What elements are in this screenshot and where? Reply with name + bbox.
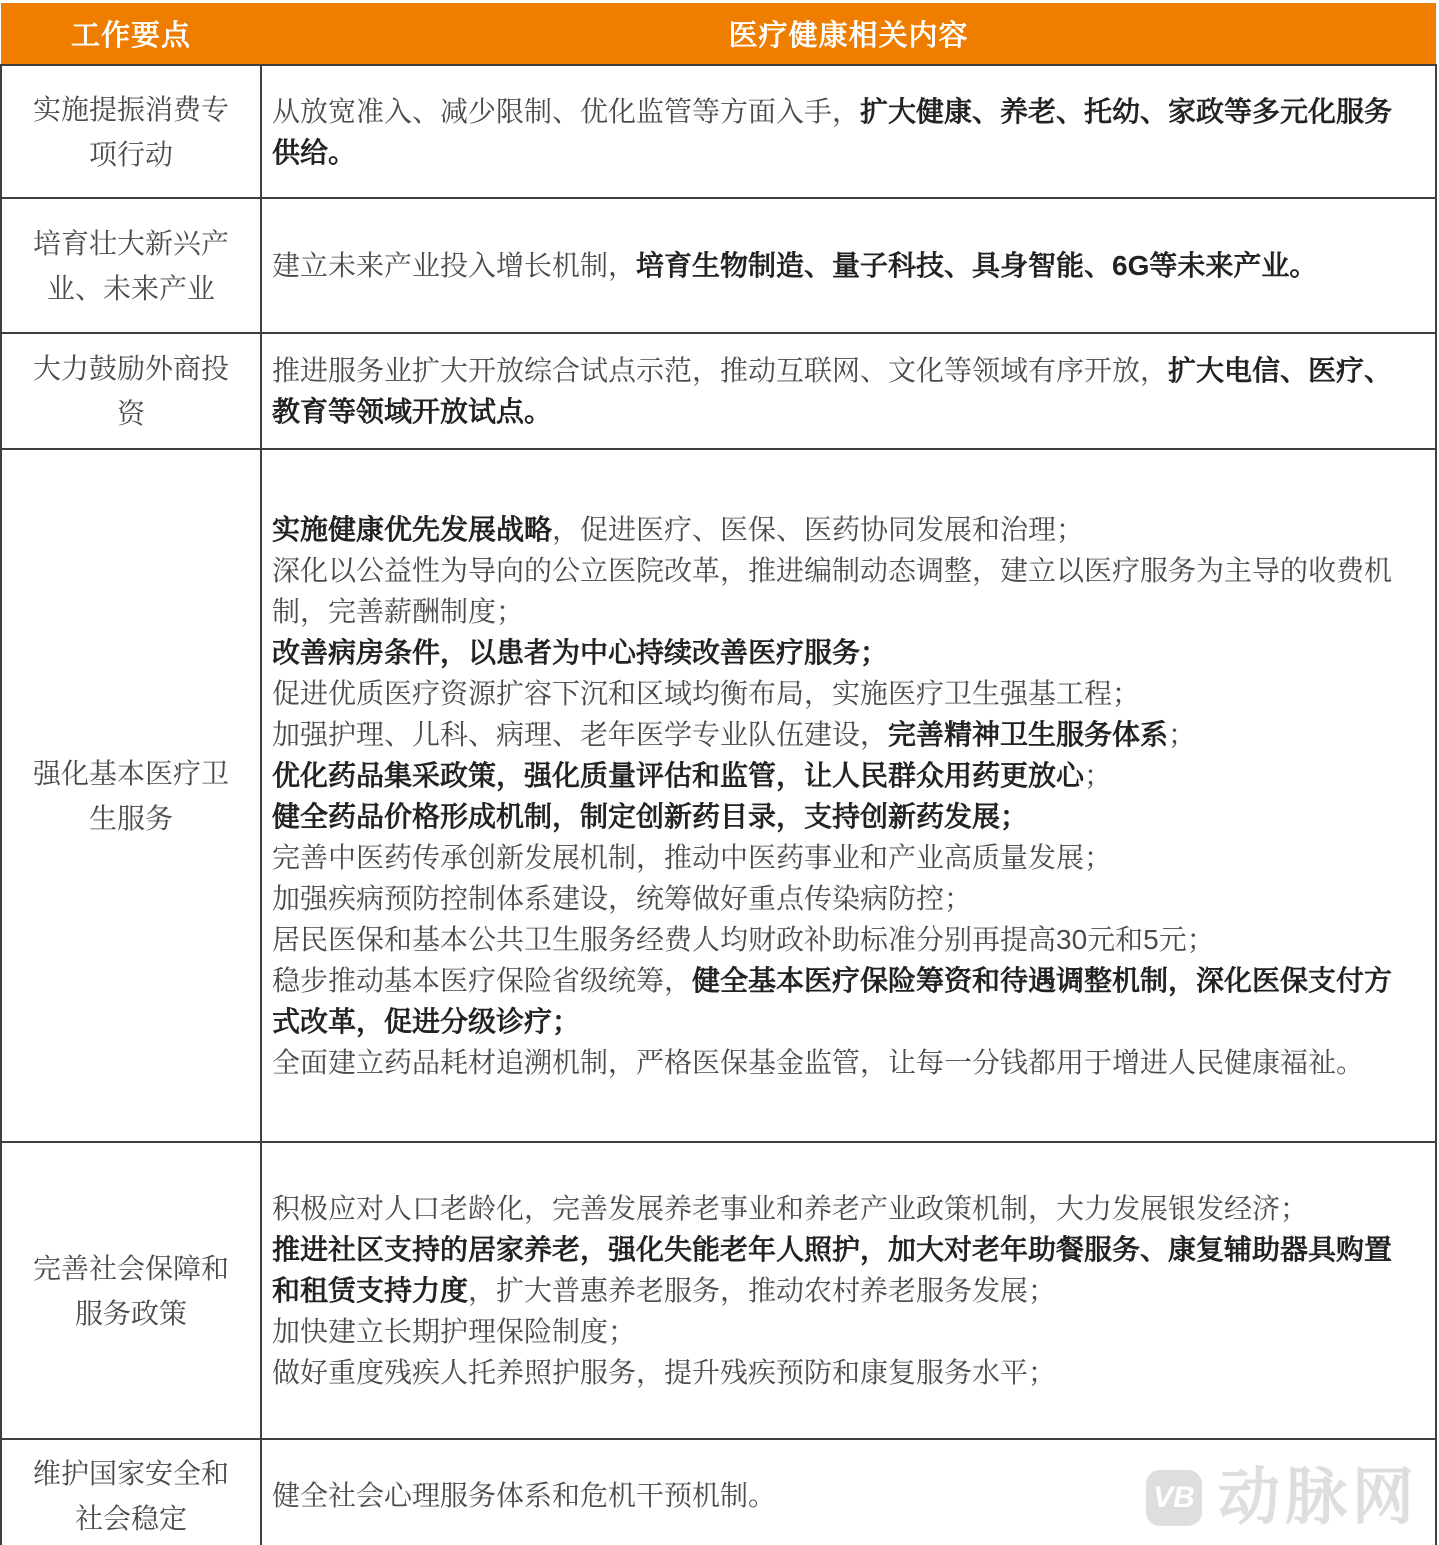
emphasized-text: 改善病房条件，以患者为中心持续改善医疗服务；: [272, 636, 889, 668]
health-content-cell: [261, 65, 1436, 198]
emphasized-text: 培育生物制造、量子科技、具身智能、6G等未来产业。: [636, 250, 1318, 281]
content-paragraph: [272, 1188, 1413, 1229]
health-content-cell: [261, 449, 1436, 1142]
table-row: [1, 333, 1436, 449]
header-health-content: 医疗健康相关内容: [261, 3, 1436, 65]
content-paragraph: [272, 632, 1413, 673]
body-text: 做好重度残疾人托养照护服务，提升残疾预防和康复服务水平；: [272, 1357, 1057, 1388]
body-text: ，扩大普惠养老服务，推动农村养老服务发展；: [468, 1275, 1057, 1306]
emphasized-text: 优化药品集采政策，强化质量评估和监管，让人民群众用药更放心: [272, 759, 1085, 791]
emphasized-text: 健全基本医疗保险筹资和待遇调整机制，深化医保支付方式改革，促进分级诊疗；: [272, 964, 1393, 1037]
body-text: ；: [1168, 718, 1197, 750]
body-text: ，促进医疗、医保、医药协同发展和治理；: [552, 513, 1085, 545]
body-text: 促进优质医疗资源扩容下沉和区域均衡布局，实施医疗卫生强基工程；: [272, 677, 1141, 709]
content-paragraph: [272, 509, 1413, 550]
work-point-cell: [1, 1439, 261, 1545]
body-text: 推进服务业扩大开放综合试点示范，推动互联网、文化等领域有序开放，: [272, 355, 1169, 386]
body-text: 建立未来产业投入增长机制，: [272, 250, 637, 281]
vb-logo-icon: VB: [1146, 1470, 1202, 1526]
table-row: [1, 198, 1436, 333]
content-paragraph: [272, 714, 1413, 755]
content-paragraph: [272, 837, 1413, 878]
body-text: 完善中医药传承创新发展机制，推动中医药事业和产业高质量发展；: [272, 841, 1113, 873]
emphasized-text: 实施健康优先发展战略: [272, 513, 553, 545]
work-point-cell: [1, 65, 261, 198]
health-content-cell: [261, 333, 1436, 449]
table-row: [1, 1439, 1436, 1545]
watermark-text: 动脉网: [1217, 1463, 1419, 1532]
content-paragraph: [272, 1475, 1413, 1516]
content-paragraph: [272, 755, 1413, 796]
body-text: ；: [1084, 759, 1113, 791]
body-text: 健全社会心理服务体系和危机干预机制。: [272, 1480, 777, 1511]
body-text: 加强疾病预防控制体系建设，统筹做好重点传染病防控；: [272, 882, 973, 914]
emphasized-text: 扩大健康、养老、托幼、家政等多元化服务供给。: [272, 95, 1393, 168]
emphasized-text: 完善精神卫生服务体系: [888, 718, 1169, 750]
table-row: [1, 449, 1436, 1142]
work-point-label: 强化基本医疗卫生服务: [32, 757, 229, 834]
work-point-label: 完善社会保障和服务政策: [32, 1252, 229, 1329]
work-point-label: 维护国家安全和社会稳定: [32, 1457, 229, 1534]
body-text: 深化以公益性为导向的公立医院改革，推进编制动态调整，建立以医疗服务为主导的收费机制，完善薪酬制度；: [272, 554, 1393, 627]
content-paragraph: [272, 91, 1413, 173]
health-content-cell: [261, 198, 1436, 333]
health-content-cell: [261, 1439, 1436, 1545]
content-paragraph: [272, 1352, 1413, 1393]
body-text: 居民医保和基本公共卫生服务经费人均财政补助标准分别再提高30元和5元；: [272, 923, 1215, 955]
emphasized-text: 扩大电信、医疗、教育等领域开放试点。: [272, 355, 1393, 427]
work-point-label: 实施提振消费专项行动: [32, 93, 229, 170]
body-text: 全面建立药品耗材追溯机制，严格医保基金监管，让每一分钱都用于增进人民健康福祉。: [272, 1046, 1365, 1078]
body-text: 加快建立长期护理保险制度；: [272, 1316, 637, 1347]
table-row: [1, 1142, 1436, 1439]
work-point-cell: [1, 198, 261, 333]
content-paragraph: [272, 919, 1413, 960]
content-paragraph: [272, 1042, 1413, 1083]
work-point-cell: [1, 1142, 261, 1439]
work-point-label: 培育壮大新兴产业、未来产业: [32, 227, 229, 304]
content-paragraph: [272, 960, 1413, 1042]
content-paragraph: [272, 796, 1413, 837]
body-text: 从放宽准入、减少限制、优化监管等方面入手，: [272, 95, 861, 127]
table-header-row: [1, 3, 1436, 65]
emphasized-text: 推进社区支持的居家养老，强化失能老年人照护，加大对老年助餐服务、康复辅助器具购置和租赁支持力度: [272, 1234, 1393, 1306]
header-work-points: 工作要点: [1, 3, 261, 65]
content-paragraph: [272, 1229, 1413, 1311]
table-body: [1, 65, 1436, 1545]
body-text: 积极应对人口老龄化，完善发展养老事业和养老产业政策机制，大力发展银发经济；: [272, 1193, 1309, 1224]
content-paragraph: [272, 1311, 1413, 1352]
content-paragraph: [272, 550, 1413, 632]
content-paragraph: [272, 673, 1413, 714]
content-paragraph: [272, 878, 1413, 919]
emphasized-text: 健全药品价格形成机制，制定创新药目录，支持创新药发展；: [272, 800, 1029, 832]
body-text: 加强护理、儿科、病理、老年医学专业队伍建设，: [272, 718, 889, 750]
content-paragraph: [272, 350, 1413, 432]
body-text: 稳步推动基本医疗保险省级统筹，: [272, 964, 693, 996]
work-point-label: 大力鼓励外商投资: [32, 353, 229, 429]
health-content-cell: [261, 1142, 1436, 1439]
work-point-cell: [1, 333, 261, 449]
content-paragraph: [272, 245, 1413, 286]
policy-table: [0, 3, 1437, 1545]
table-row: [1, 65, 1436, 198]
work-point-cell: [1, 449, 261, 1142]
